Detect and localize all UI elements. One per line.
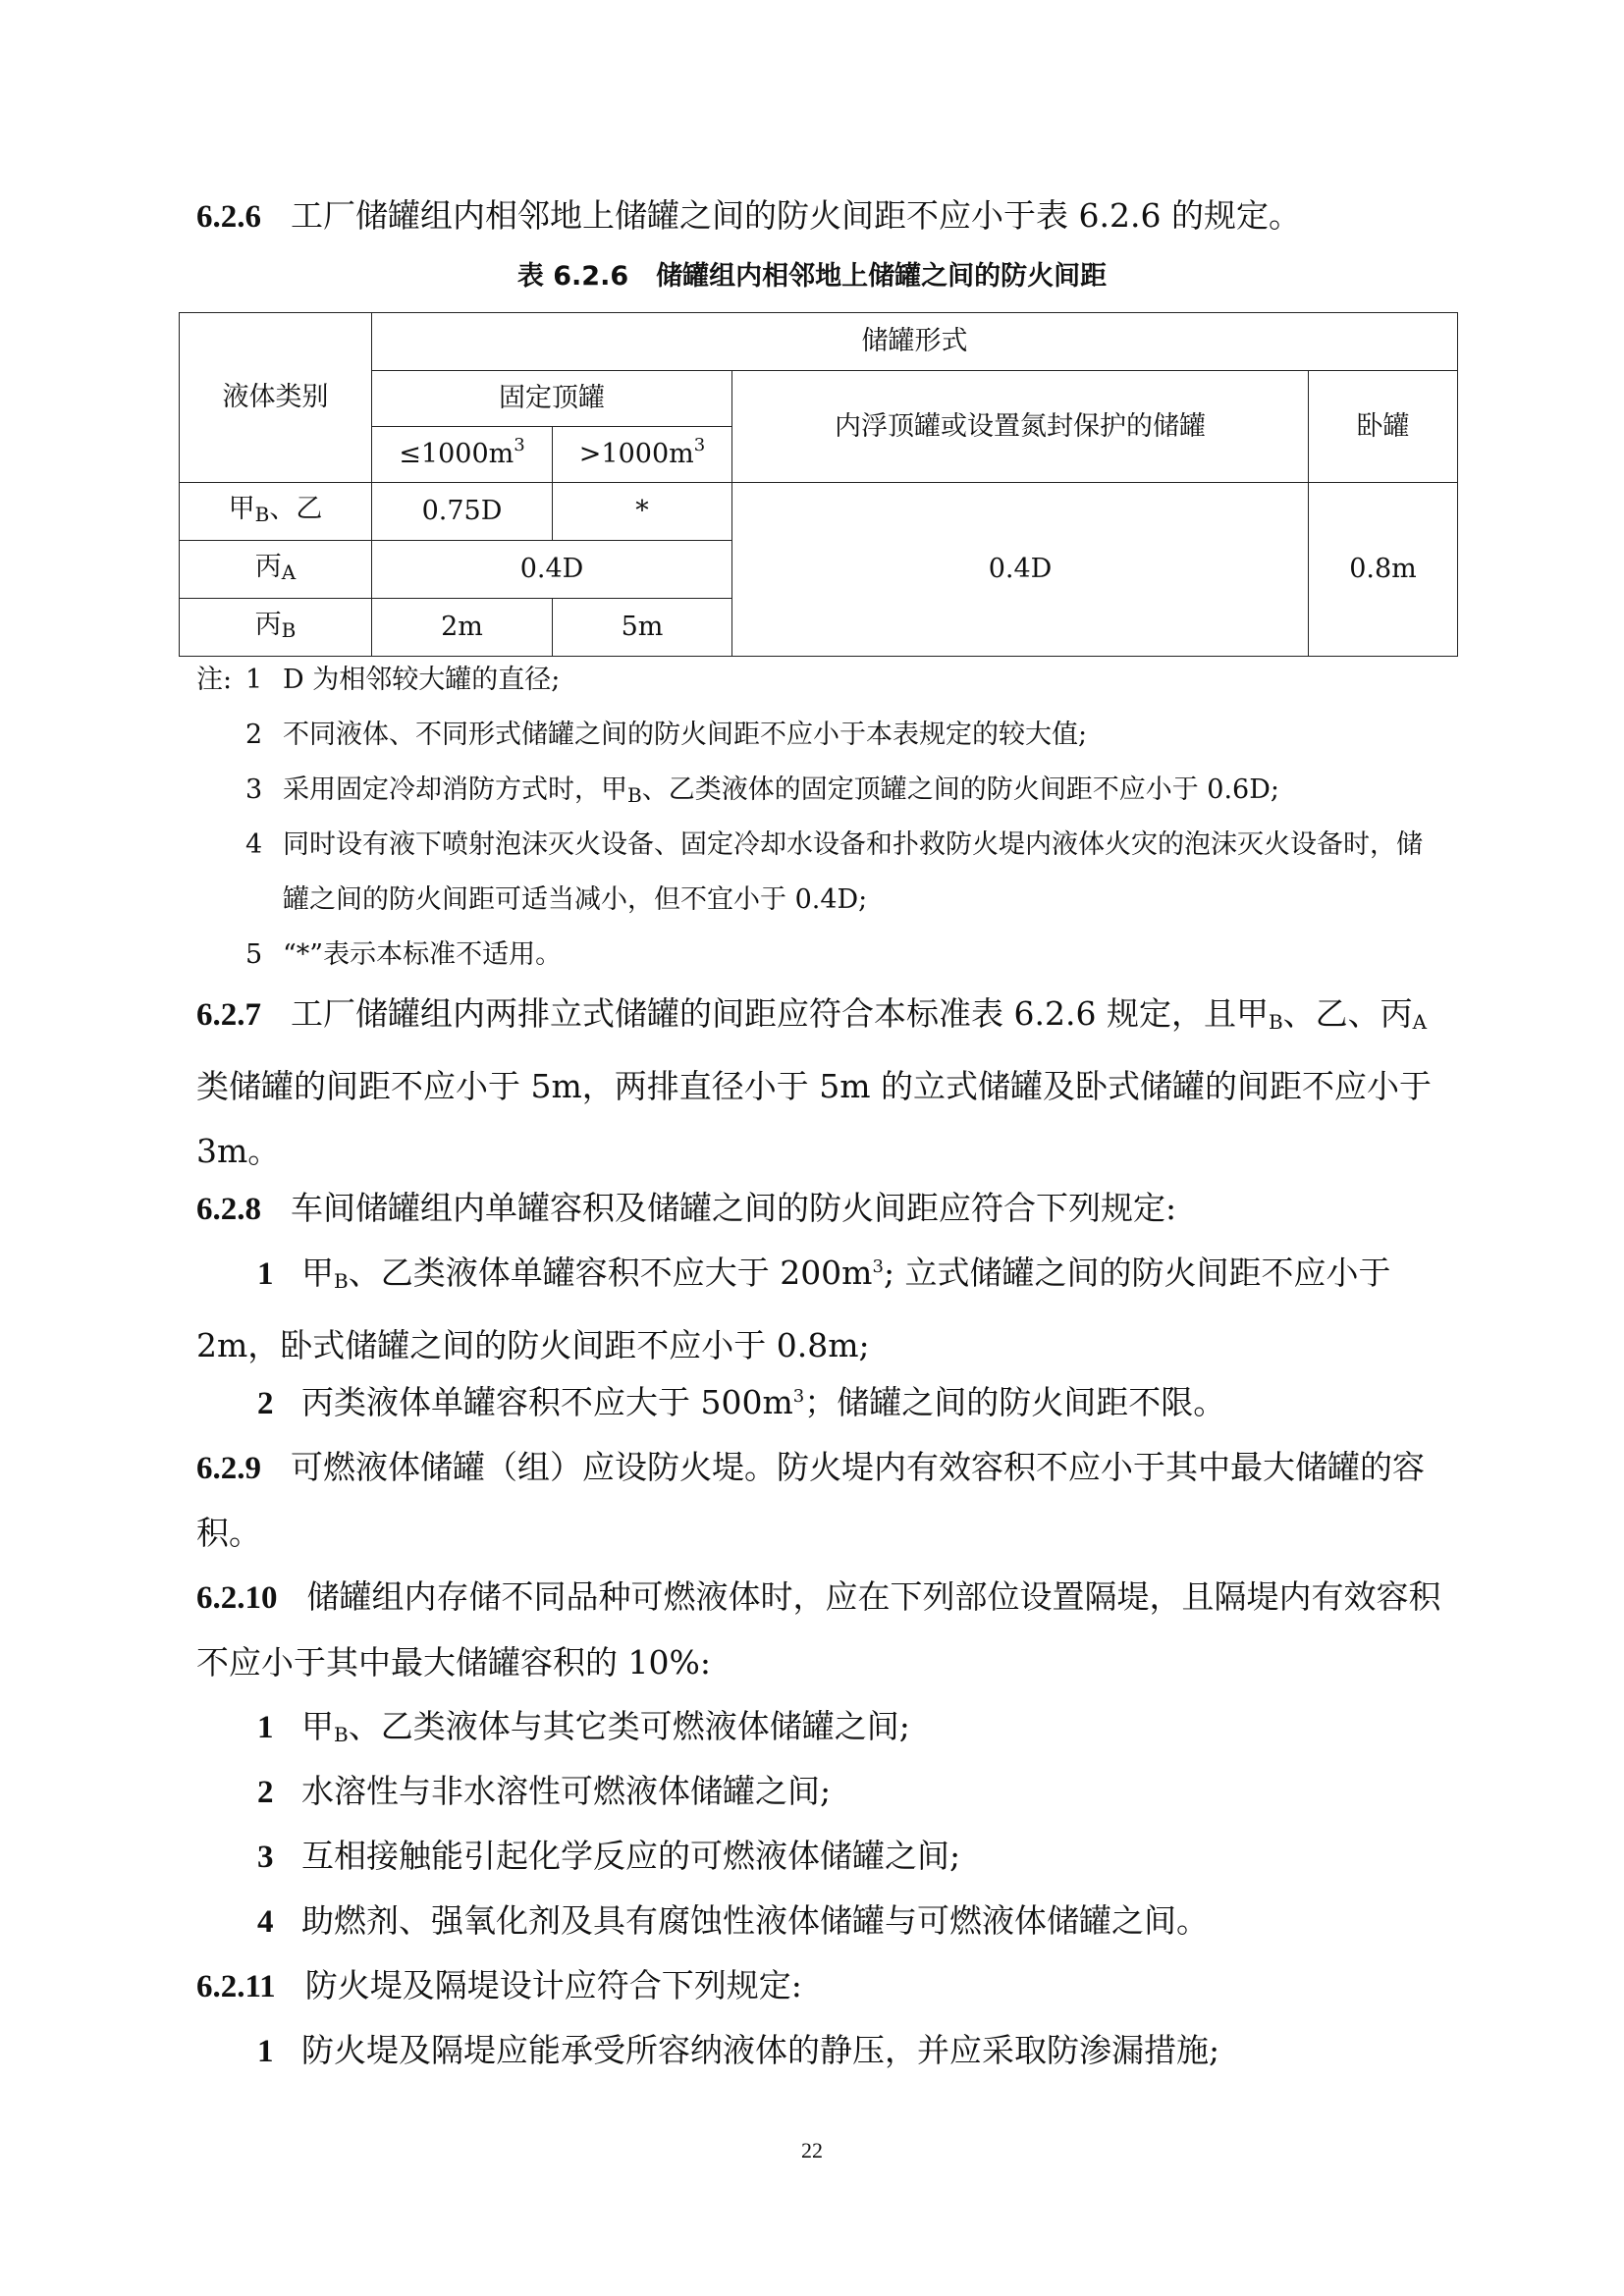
item-6-2-11-1: 1 防火堤及隔堤应能承受所容纳液体的静压，并应采取防渗漏措施;	[257, 2031, 1220, 2069]
header-tank-form: 储罐形式	[372, 313, 1458, 371]
header-horizontal-tank: 卧罐	[1309, 371, 1458, 483]
header-floating-roof: 内浮顶罐或设置氮封保护的储罐	[732, 371, 1309, 483]
header-le-1000: $\le 1000m^3$	[372, 427, 553, 483]
clause-text: 工厂储罐组内相邻地上储罐之间的防火间距不应小于表 6.2.6 的规定。	[291, 196, 1301, 235]
row-label-bing-a: 丙$_A$	[180, 541, 372, 599]
cell-bing-b-gt: 5m	[553, 599, 732, 657]
cell-bing-b-le: 2m	[372, 599, 553, 657]
cell-jia-le: 0.75D	[372, 483, 553, 541]
item-6-2-10-1: 1 甲$_B$、乙类液体与其它类可燃液体储罐之间;	[257, 1707, 910, 1746]
item-6-2-8-1: 1 甲$_B$、乙类液体单罐容积不应大于 $200m^3$; 立式储罐之间的防火间距不应小于 2m，卧式储罐之间的防火间距不应小于 0.8m;	[196, 1254, 1391, 1364]
note-1: 注: 1 D 为相邻较大罐的直径;	[196, 653, 1473, 708]
header-gt-1000: $>1000m^3$	[553, 427, 732, 483]
clause-6-2-9: 6.2.9 可燃液体储罐（组）应设防火堤。防火堤内有效容积不应小于其中最大储罐的容积。	[196, 1448, 1425, 1552]
note-2: 2 不同液体、不同形式储罐之间的防火间距不应小于本表规定的较大值;	[245, 720, 1088, 750]
cell-jia-gt: *	[553, 483, 732, 541]
clause-number: 6.2.6	[196, 199, 261, 235]
table-caption-title: 储罐组内相邻地上储罐之间的防火间距	[656, 261, 1108, 292]
clause-6-2-11: 6.2.11 防火堤及隔堤设计应符合下列规定:	[196, 1966, 802, 2004]
table-caption-number: 表 6.2.6	[516, 261, 629, 292]
note-4: 4 同时设有液下喷射泡沫灭火设备、固定冷却水设备和扑救防火堤内液体火灾的泡沫灭火设备时，储罐之间的防火间距可适当减小，但不宜小于 0.4D;	[245, 829, 1423, 915]
item-6-2-10-4: 4 助燃剂、强氧化剂及具有腐蚀性液体储罐与可燃液体储罐之间。	[257, 1901, 1209, 1940]
notes-lead: 注:	[196, 665, 233, 695]
table-notes	[196, 653, 1473, 983]
cell-floating-value: 0.4D	[732, 483, 1309, 657]
cell-horizontal-value: 0.8m	[1309, 483, 1458, 657]
note-5: 5 “*”表示本标准不适用。	[245, 939, 563, 970]
clause-6-2-6	[196, 184, 1443, 249]
cell-bing-a-merged: 0.4D	[372, 541, 732, 599]
page-number: 22	[801, 2138, 823, 2163]
clause-6-2-7: 6.2.7 工厂储罐组内两排立式储罐的间距应符合本标准表 6.2.6 规定，且甲$_B$、乙、丙$_A$类储罐的间距不应小于 5m，两排直径小于 5m 的立式储罐及卧式储罐的间距不应小于 3m。	[196, 994, 1433, 1170]
item-6-2-10-3: 3 互相接触能引起化学反应的可燃液体储罐之间;	[257, 1837, 961, 1875]
table-caption	[0, 253, 1624, 300]
item-6-2-10-2: 2 水溶性与非水溶性可燃液体储罐之间;	[257, 1772, 832, 1810]
header-fixed-roof: 固定顶罐	[372, 371, 732, 427]
fire-spacing-table	[179, 312, 1458, 657]
clause-6-2-10: 6.2.10 储罐组内存储不同品种可燃液体时，应在下列部位设置隔堤，且隔堤内有效容积不应小于其中最大储罐容积的 10%:	[196, 1577, 1441, 1682]
clause-6-2-8: 6.2.8 车间储罐组内单罐容积及储罐之间的防火间距应符合下列规定:	[196, 1189, 1177, 1227]
item-6-2-8-2: 2 丙类液体单罐容积不应大于 $500m^3$；储罐之间的防火间距不限。	[257, 1383, 1226, 1421]
row-label-jia-b-yi: 甲$_B$、乙	[180, 483, 372, 541]
row-label-bing-b: 丙$_B$	[180, 599, 372, 657]
header-liquid-type: 液体类别	[180, 313, 372, 483]
note-3: 3 采用固定冷却消防方式时，甲$_B$、乙类液体的固定顶罐之间的防火间距不应小于 0.6D;	[245, 774, 1279, 807]
